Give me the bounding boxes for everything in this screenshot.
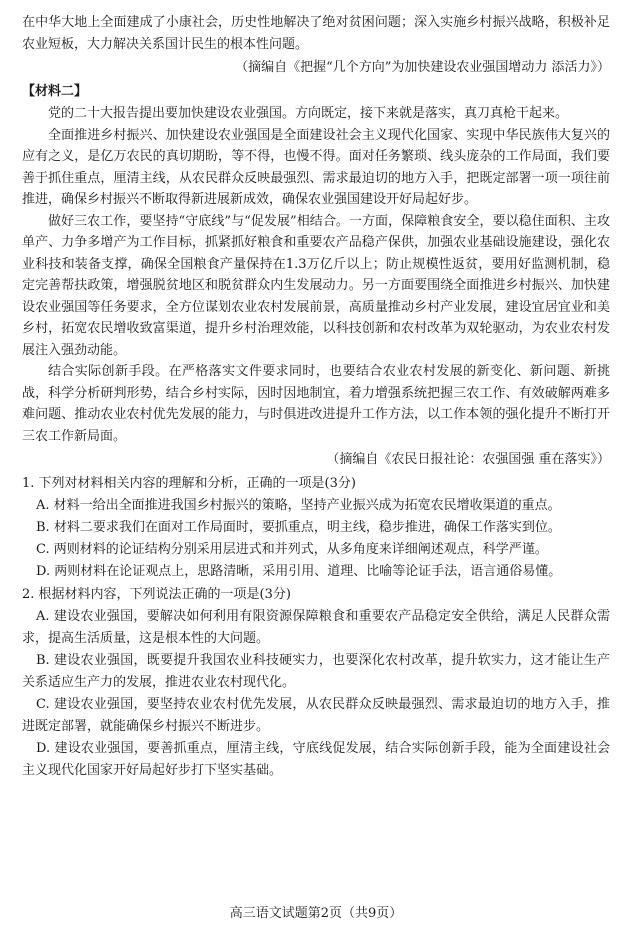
question-1-option-b: B. 材料二要求我们在面对工作局面时，要抓重点，明主线，稳步推进，确保工作落实到位。 bbox=[36, 520, 561, 535]
question-2-option-b: B. 建设农业强国，既要提升我国农业科技硬实力，也要深化农村改革，提升软实力，这才能让生产关系适应生产力的发展，推进农业农村现代化。 bbox=[22, 653, 610, 690]
material1-tail: 在中华大地上全面建成了小康社会，历史性地解决了绝对贫困问题；深入实施乡村振兴战略，积极补足农业短板，大力解决关系国计民生的根本性问题。 bbox=[22, 15, 610, 52]
material2-source: （摘编自《农民日报社论：农强国强 重在落实》） bbox=[326, 452, 610, 467]
material2-paragraph: 做好三农工作，要坚持“守底线”与“促发展”相结合。一方面，保障粮食安全，要以稳住面积、主攻单产、力争多增产为工作目标，抓紧抓好粮食和重要农产品稳产保供，加强农业基础设施建设，强化农业科技和装备支撑，确保全国粮食产量保持在1.3万亿斤以上；防止规模性返贫，要用好监测机制，稳定完善帮扶政策，增强脱贫地区和脱贫群众内生发展动力。另一方面要围绕全面推进乡村振兴、加快建设农业强国等任务要求，全方位谋划农业农村发展前景，高质量推动乡村产业发展，建设宜居宜业和美乡村，拓宽农民增收致富渠道，提升乡村治理效能，以科技创新和农村改革为双轮驱动，为农业农村发展注入强劲动能。 bbox=[22, 213, 610, 358]
material1-source: （摘编自《把握“几个方向”为加快建设农业强国增动力 添活力》） bbox=[235, 60, 610, 75]
material2-paragraph: 全面推进乡村振兴、加快建设农业强国是全面建设社会主义现代化国家、实现中华民族伟大复兴的应有之义，是亿万农民的真切期盼，等不得，也慢不得。面对任务繁琐、线头庞杂的工作局面，我们要善于抓住重点，厘清主线，从农民群众反映最强烈、需求最迫切的地方入手，把既定部署一项一项往前推进，确保乡村振兴不断取得新进展新成效，确保农业强国建设开好局起好步。 bbox=[22, 127, 610, 207]
question-1-option-c: C. 两则材料的论证结构分别采用层进式和并列式，从多角度来详细阐述观点，科学严谨。 bbox=[36, 542, 548, 557]
question-1-option-d: D. 两则材料在论证观点上，思路清晰，采用引用、道理、比喻等论证手法，语言通俗易懂。 bbox=[36, 564, 562, 579]
question-2-option-c: C. 建设农业强国，要坚持农业农村优先发展，从农民群众反映最强烈、需求最迫切的地方入手，推进既定部署，就能确保乡村振兴不断进步。 bbox=[22, 697, 610, 734]
question-1-stem: 1. 下列对材料相关内容的理解和分析，正确的一项是(3分) bbox=[22, 476, 356, 491]
material2-paragraph: 党的二十大报告提出要加快建设农业强国。方向既定，接下来就是落实，真刀真枪干起来。 bbox=[48, 106, 569, 121]
material2-heading: 【材料二】 bbox=[22, 84, 88, 99]
material2-paragraph: 结合实际创新手段。在严格落实文件要求同时，也要结合农业农村发展的新变化、新问题、新挑战，科学分析研判形势，结合乡村实际，因时因地制宜，着力增强系统把握三农工作、有效破解两难多难问题、推动农业农村优先发展的能力，与时俱进改进提升工作方法，以工作本领的强化提升不断打开三农工作新局面。 bbox=[22, 364, 610, 444]
page-footer: 高三语文试题第2页（共9页） bbox=[229, 906, 403, 921]
question-2-option-d: D. 建设农业强国，要善抓重点，厘清主线，守底线促发展，结合实际创新手段，能为全面建设社会主义现代化国家开好局起好步打下坚实基础。 bbox=[22, 741, 610, 778]
question-1-option-a: A. 材料一给出全面推进我国乡村振兴的策略，坚持产业振兴成为拓宽农民增收渠道的重点。 bbox=[36, 498, 561, 513]
question-2-stem: 2. 根据材料内容，下列说法正确的一项是(3分) bbox=[22, 587, 291, 602]
question-2-option-a: A. 建设农业强国，要解决如何利用有限资源保障粮食和重要农产品稳定安全供给，满足人民群众需求，提高生活质量，这是根本性的大问题。 bbox=[22, 609, 610, 646]
